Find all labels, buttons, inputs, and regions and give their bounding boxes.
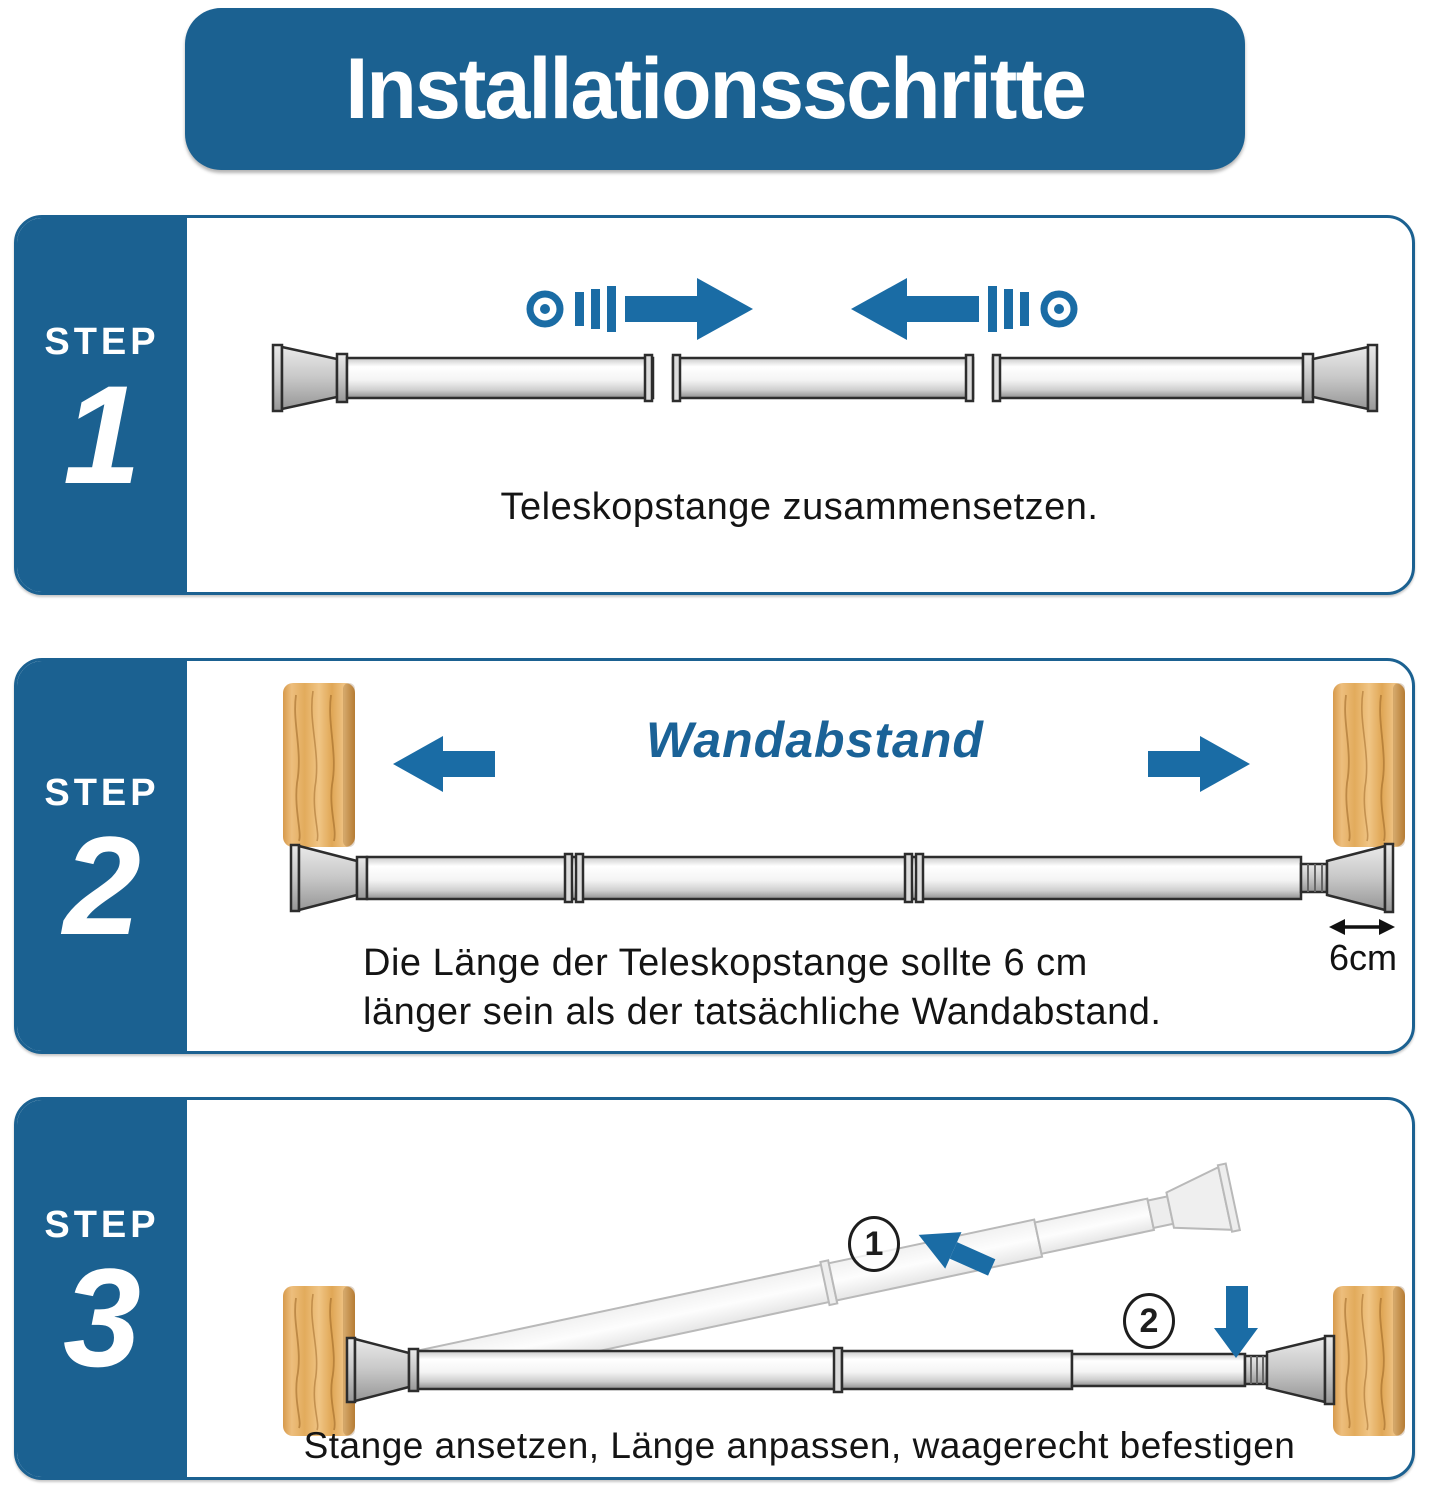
step-2-sidebar [17,661,187,1051]
wood-block-left [283,1286,355,1436]
step-1-panel [14,215,1415,595]
title-banner [185,8,1245,170]
press-down-arrow-icon [1214,1286,1258,1358]
wood-block-right [1333,1286,1405,1436]
step-2-content [187,661,1412,1051]
wood-block-right [1333,683,1405,847]
step-3-caption: Stange ansetzen, Länge anpassen, waagerecht befestigen [303,1425,1296,1466]
measure-arrow-icon [1329,919,1395,935]
step-3-sidebar [17,1100,187,1477]
step-1-caption: Teleskopstange zusammensetzen. [500,486,1099,528]
wall-distance-label: Wandabstand [646,712,984,768]
step-2-number: 2 [63,806,141,964]
rod-left-segment [273,345,653,411]
step-3-label: STEP [44,1204,160,1247]
expand-arrow-left-icon [393,736,495,792]
step-2-caption [363,939,1161,1037]
assemble-arrow-left-icon [851,278,1074,340]
step-1-sidebar [17,218,187,592]
step-marker-1-number: 1 [864,1224,884,1263]
step-1-graphic [187,218,1415,595]
step-marker-2-number: 2 [1139,1301,1159,1340]
page-title: Installationsschritte [345,40,1085,137]
expand-arrow-right-icon [1148,736,1250,792]
assemble-arrow-right-icon [530,278,753,340]
step-3-panel [14,1097,1415,1480]
gap-measure-label: 6cm [1328,937,1397,978]
step-2-label: STEP [44,771,160,814]
step-marker-1 [848,1216,900,1272]
step-2-caption-line1: Die Länge der Teleskopstange sollte 6 cm [363,942,1088,984]
step-marker-2 [1123,1293,1175,1349]
rod-middle-segment [673,355,973,401]
wood-block-left [283,683,355,847]
step-2-caption-line2: länger sein als der tatsächliche Wandabstand. [363,991,1162,1033]
assembled-rod [291,844,1393,912]
step-2-panel [14,658,1415,1054]
step-3-content [187,1100,1412,1477]
step-3-number: 3 [63,1239,141,1396]
step-1-number: 1 [63,355,141,513]
rod-right-segment [993,345,1377,411]
step-1-label: STEP [44,320,160,363]
step-3-graphic [187,1100,1415,1480]
step-1-content [187,218,1412,592]
